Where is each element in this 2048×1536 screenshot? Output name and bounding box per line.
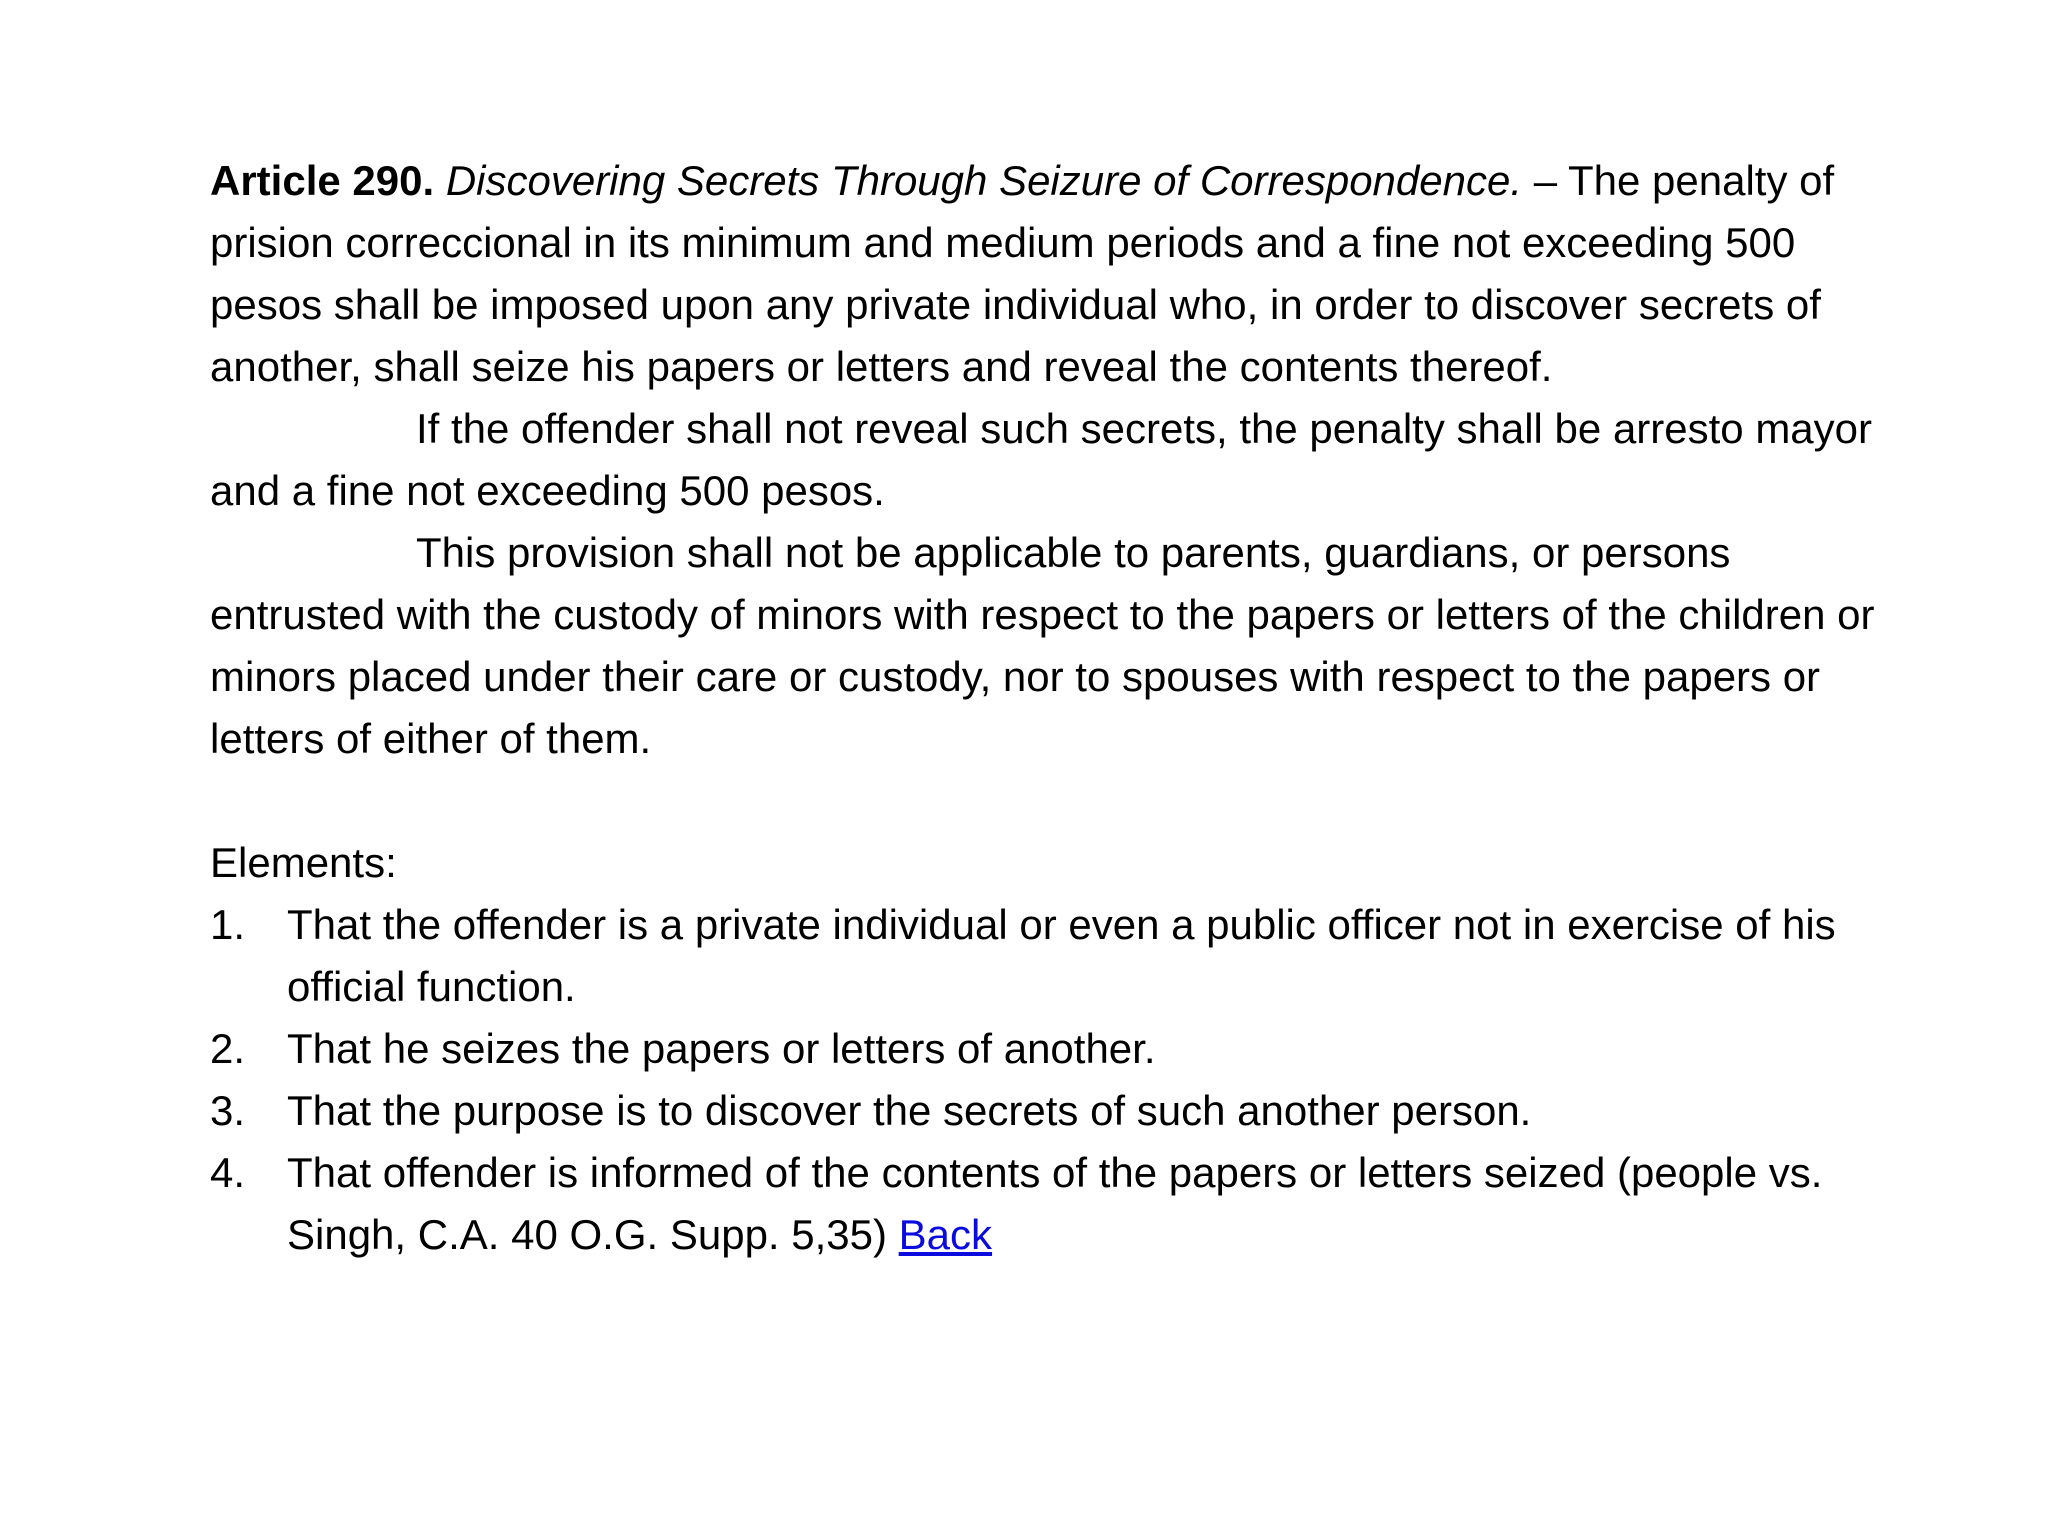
elements-list <box>210 894 1880 1266</box>
list-item-number: 1. <box>210 901 246 948</box>
spacer <box>210 770 1880 832</box>
list-item <box>210 1018 1880 1080</box>
list-item-number: 3. <box>210 1087 246 1134</box>
article-paragraph <box>210 150 1880 398</box>
elements-heading: Elements: <box>210 839 397 886</box>
article-body: penalty of prision correccional in its minimum and medium periods and a fine not exceeding 500 pesos shall be imposed upon any private individual who, in order to discover secrets of another, shall seize his papers or letters and reveal the contents thereof. <box>210 157 1835 390</box>
article-number: Article 290. <box>210 157 435 204</box>
paragraph-exception: This provision shall not be applicable to parents, guardians, or persons entrusted with the custody of minors with respect to the papers or letters of the children or minors placed under their care or custody, nor to spouses with respect to the papers or letters of either of them. <box>210 529 1875 762</box>
list-item-text: That he seizes the papers or letters of another. <box>287 1025 1156 1072</box>
list-item-number: 2. <box>210 1025 246 1072</box>
list-item-text: That offender is informed of the contents of the papers or letters seized (people vs. Singh, C.A. 40 O.G. Supp. 5,35) <box>287 1149 1823 1258</box>
article-title: Discovering Secrets Through Seizure of Correspondence. <box>445 157 1523 204</box>
list-item <box>210 1080 1880 1142</box>
back-link[interactable]: Back <box>898 1211 993 1258</box>
list-item <box>210 894 1880 1018</box>
list-item-text: That the offender is a private individual or even a public officer not in exercise of his official function. <box>287 901 1836 1010</box>
paragraph-penalty: If the offender shall not reveal such secrets, the penalty shall be arresto mayor and a fine not exceeding 500 pesos. <box>210 405 1873 514</box>
list-item-text: That the purpose is to discover the secrets of such another person. <box>287 1087 1532 1134</box>
list-item-number: 4. <box>210 1149 246 1196</box>
article-dash: – The <box>1522 157 1641 204</box>
slide-content <box>210 150 1880 1266</box>
list-item <box>210 1142 1880 1266</box>
